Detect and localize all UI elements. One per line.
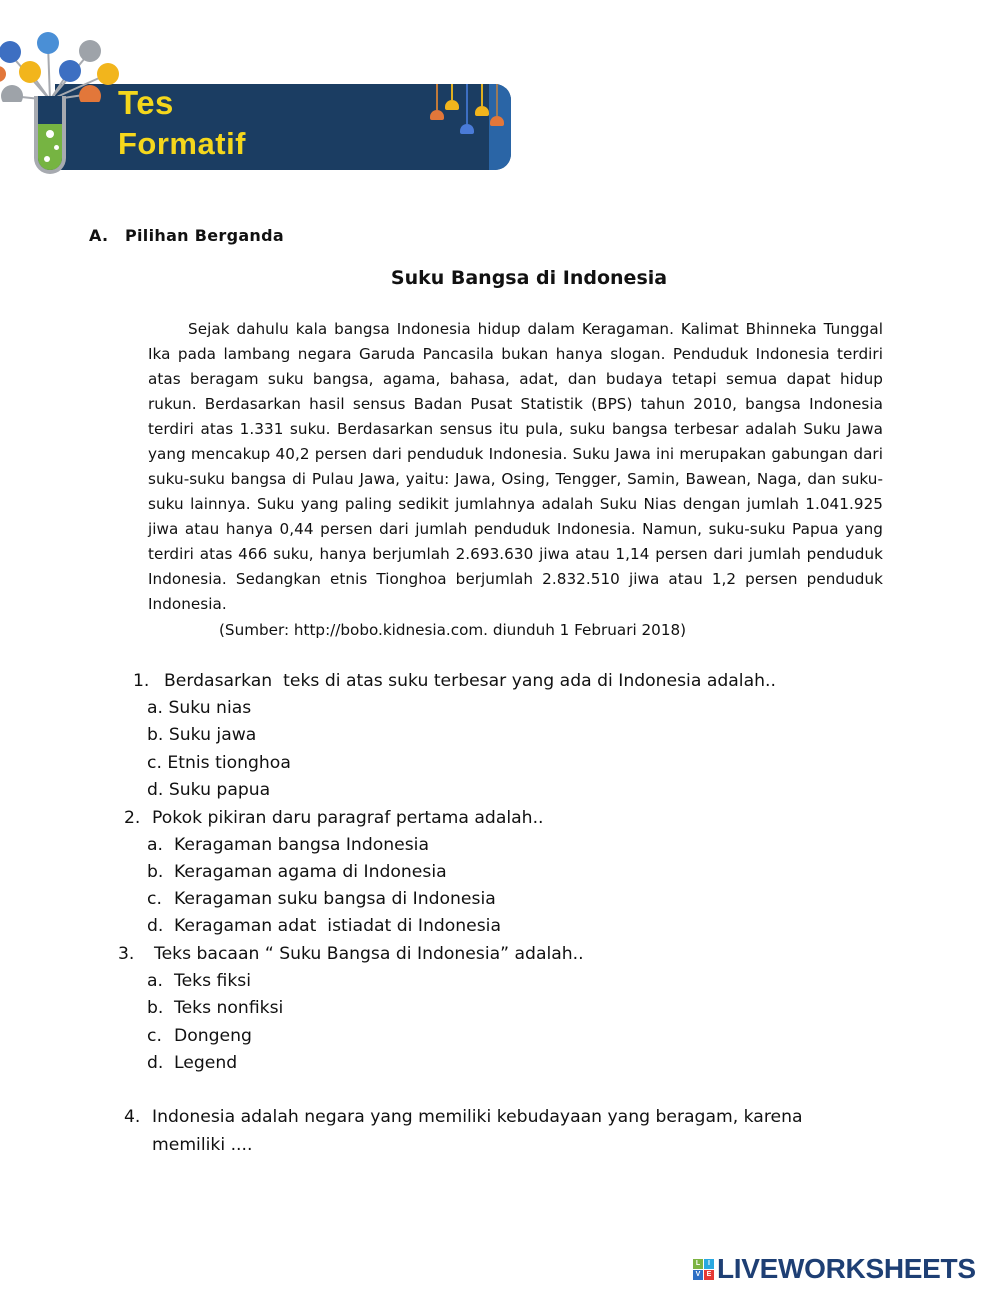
reading-title: Suku Bangsa di Indonesia xyxy=(390,267,668,289)
palette-icon xyxy=(97,63,119,85)
tes-formatif-banner xyxy=(0,32,520,180)
live-blocks-icon: L I V E xyxy=(693,1259,714,1280)
banner-bar-edge xyxy=(489,84,511,170)
option-text: Suku papua xyxy=(168,780,271,800)
option-text: Keragaman bangsa Indonesia xyxy=(174,835,429,855)
liveworksheets-logo[interactable] xyxy=(693,1255,976,1283)
question-text: Berdasarkan teks di atas suku terbesar yang ada di Indonesia adalah.. xyxy=(164,671,776,691)
gears-icon xyxy=(1,85,23,102)
option-text: Suku nias xyxy=(168,698,252,718)
option-letter: a. xyxy=(147,698,163,718)
option-text: Suku jawa xyxy=(168,725,257,745)
option-text: Etnis tionghoa xyxy=(167,753,291,773)
question-number: 1. xyxy=(133,671,150,691)
option-2c[interactable] xyxy=(147,886,496,913)
question-4-continued: memiliki .... xyxy=(152,1135,253,1155)
question-number: 3. xyxy=(118,944,135,964)
section-number: A. xyxy=(89,226,109,245)
banner-title-line2: Formatif xyxy=(118,126,246,161)
question-3 xyxy=(118,941,584,968)
lamp-icon xyxy=(436,84,438,110)
question-1 xyxy=(133,668,776,695)
option-1b[interactable] xyxy=(147,722,256,749)
atom-icon xyxy=(59,60,81,82)
lamp-icon xyxy=(496,84,498,116)
music-icon xyxy=(19,61,41,83)
option-text: Teks fiksi xyxy=(174,971,252,991)
lamp-icon xyxy=(466,84,468,124)
section-title: Pilihan Berganda xyxy=(125,226,284,245)
option-text: Legend xyxy=(174,1053,238,1073)
test-tube-icon xyxy=(34,96,66,174)
option-letter: c. xyxy=(147,1026,162,1046)
slides-icon xyxy=(37,32,59,54)
option-text: Keragaman adat istiadat di Indonesia xyxy=(174,916,501,936)
option-letter: b. xyxy=(147,862,164,882)
science-icons-cluster xyxy=(0,32,130,102)
logo-text: LIVEWORKSHEETS xyxy=(717,1253,976,1284)
question-number: 4. xyxy=(124,1107,141,1127)
banner-title-line1: Tes xyxy=(118,84,174,121)
option-text: Teks nonfiksi xyxy=(174,998,284,1018)
question-text: Teks bacaan “ Suku Bangsa di Indonesia” adalah.. xyxy=(154,944,584,964)
question-number: 2. xyxy=(124,808,141,828)
option-letter: d. xyxy=(147,916,164,936)
reading-passage: Sejak dahulu kala bangsa Indonesia hidup dalam Keragaman. Kalimat Bhinneka Tunggal Ika pada lambang negara Garuda Pancasila bukan hanya slogan. Penduduk Indonesia terdiri atas beragam suku bangsa, agama, bahasa, adat, dan budaya tetapi semua dapat hidup rukun. Berdasarkan hasil sensus Badan Pusat Statistik (BPS) tahun 2010, bangsa Indonesia terdiri atas 1.331 suku. Berdasarkan sensus itu pula, suku bangsa terbesar adalah Suku Jawa yang mencakup 40,2 persen dari penduduk Indonesia. Suku Jawa ini merupakan gabungan dari suku-suku bangsa di Pulau Jawa, yaitu: Jawa, Osing, Tengger, Samin, Bawean, Naga, dan suku-suku lainnya. Suku yang paling sedikit jumlahnya adalah Suku Nias dengan jumlah 1.041.925 jiwa atau hanya 0,44 persen dari jumlah penduduk Indonesia. Namun, suku-suku Papua yang terdiri atas 466 suku, hanya berjumlah 2.693.630 jiwa atau 1,14 persen dari jumlah penduduk Indonesia. Sedangkan etnis Tionghoa berjumlah 2.832.510 jiwa atau 1,2 persen penduduk Indonesia. xyxy=(148,320,883,613)
option-letter: c. xyxy=(147,753,162,773)
option-3a[interactable] xyxy=(147,968,251,995)
option-text: Dongeng xyxy=(174,1026,252,1046)
question-2 xyxy=(124,805,544,832)
option-text: Keragaman agama di Indonesia xyxy=(174,862,447,882)
option-letter: a. xyxy=(147,835,163,855)
tools-icon xyxy=(79,40,101,62)
option-text: Keragaman suku bangsa di Indonesia xyxy=(174,889,496,909)
option-3b[interactable] xyxy=(147,995,283,1022)
option-3c[interactable] xyxy=(147,1023,252,1050)
network-icon xyxy=(0,41,21,63)
option-letter: d. xyxy=(147,1053,164,1073)
option-letter: d. xyxy=(147,780,164,800)
question-4 xyxy=(124,1104,803,1131)
section-heading xyxy=(89,226,284,245)
option-2b[interactable] xyxy=(147,859,447,886)
option-letter: c. xyxy=(147,889,162,909)
option-letter: b. xyxy=(147,998,164,1018)
option-1c[interactable] xyxy=(147,750,291,777)
option-1a[interactable] xyxy=(147,695,251,722)
lamp-icon xyxy=(451,84,453,100)
lamp-icon xyxy=(481,84,483,106)
option-letter: a. xyxy=(147,971,163,991)
option-1d[interactable] xyxy=(147,777,270,804)
option-2a[interactable] xyxy=(147,832,429,859)
computer-icon xyxy=(79,85,101,102)
question-text-line1: Indonesia adalah negara yang memiliki kebudayaan yang beragam, karena xyxy=(152,1107,803,1127)
option-2d[interactable] xyxy=(147,913,501,940)
option-letter: b. xyxy=(147,725,164,745)
reading-source: (Sumber: http://bobo.kidnesia.com. diunduh 1 Februari 2018) xyxy=(219,621,687,639)
option-3d[interactable] xyxy=(147,1050,237,1077)
question-text: Pokok pikiran daru paragraf pertama adalah.. xyxy=(152,808,544,828)
